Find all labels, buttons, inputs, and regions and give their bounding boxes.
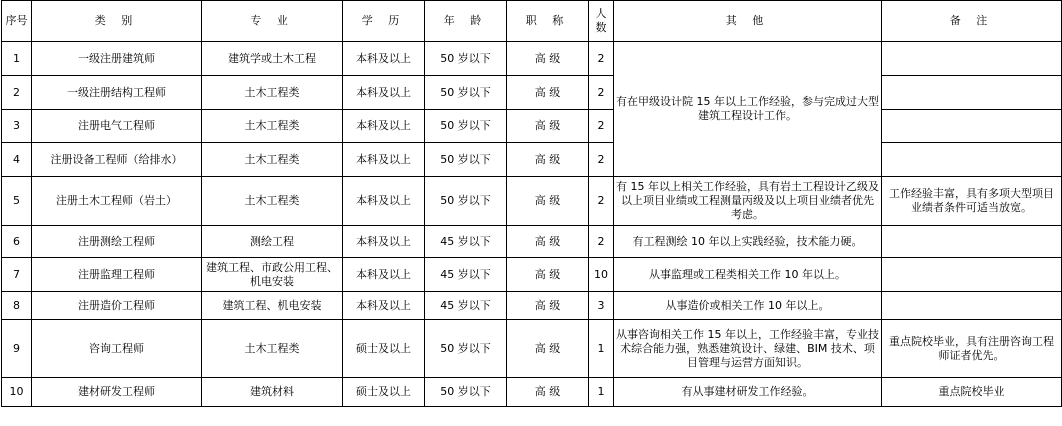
cell-major: 土木工程类 bbox=[202, 76, 343, 110]
cell-count: 10 bbox=[589, 258, 614, 292]
cell-title: 高 级 bbox=[507, 378, 589, 407]
cell-category: 一级注册结构工程师 bbox=[32, 76, 202, 110]
table-row bbox=[2, 226, 1062, 258]
table-row bbox=[2, 320, 1062, 378]
cell-title: 高 级 bbox=[507, 177, 589, 226]
cell-major: 土木工程类 bbox=[202, 177, 343, 226]
cell-count: 3 bbox=[589, 292, 614, 320]
cell-other: 从事咨询相关工作 15 年以上，工作经验丰富，专业技术综合能力强，熟悉建筑设计、绿建、BIM 技术、项目管理与运营方面知识。 bbox=[614, 320, 882, 378]
cell-seq: 3 bbox=[2, 110, 32, 143]
cell-title: 高 级 bbox=[507, 42, 589, 76]
cell-remark: 重点院校毕业，具有注册咨询工程师证者优先。 bbox=[882, 320, 1062, 378]
cell-other-merged: 有在甲级设计院 15 年以上工作经验，参与完成过大型建筑工程设计工作。 bbox=[614, 42, 882, 177]
cell-title: 高 级 bbox=[507, 292, 589, 320]
cell-age: 50 岁以下 bbox=[425, 76, 507, 110]
cell-major: 建筑学或土木工程 bbox=[202, 42, 343, 76]
header-age: 年 龄 bbox=[425, 1, 507, 42]
header-other: 其 他 bbox=[614, 1, 882, 42]
cell-education: 本科及以上 bbox=[343, 177, 425, 226]
header-remark: 备 注 bbox=[882, 1, 1062, 42]
cell-major: 土木工程类 bbox=[202, 143, 343, 177]
cell-count: 1 bbox=[589, 378, 614, 407]
header-major: 专 业 bbox=[202, 1, 343, 42]
cell-education: 本科及以上 bbox=[343, 292, 425, 320]
cell-category: 咨询工程师 bbox=[32, 320, 202, 378]
cell-category: 注册土木工程师（岩土） bbox=[32, 177, 202, 226]
cell-category: 注册测绘工程师 bbox=[32, 226, 202, 258]
cell-seq: 6 bbox=[2, 226, 32, 258]
header-count: 人数 bbox=[589, 1, 614, 42]
cell-count: 2 bbox=[589, 42, 614, 76]
header-row bbox=[2, 1, 1062, 42]
cell-education: 硕士及以上 bbox=[343, 378, 425, 407]
cell-education: 本科及以上 bbox=[343, 258, 425, 292]
cell-age: 50 岁以下 bbox=[425, 110, 507, 143]
cell-category: 建材研发工程师 bbox=[32, 378, 202, 407]
cell-remark: 重点院校毕业 bbox=[882, 378, 1062, 407]
header-education: 学 历 bbox=[343, 1, 425, 42]
cell-major: 测绘工程 bbox=[202, 226, 343, 258]
cell-other: 有 15 年以上相关工作经验，具有岩土工程设计乙级及以上项目业绩或工程测量丙级及以上项目业绩者优先考虑。 bbox=[614, 177, 882, 226]
table-row bbox=[2, 76, 1062, 110]
cell-education: 本科及以上 bbox=[343, 226, 425, 258]
cell-category: 一级注册建筑师 bbox=[32, 42, 202, 76]
cell-education: 本科及以上 bbox=[343, 143, 425, 177]
cell-category: 注册监理工程师 bbox=[32, 258, 202, 292]
cell-age: 50 岁以下 bbox=[425, 378, 507, 407]
cell-major: 建筑工程、机电安装 bbox=[202, 292, 343, 320]
cell-count: 2 bbox=[589, 177, 614, 226]
cell-title: 高 级 bbox=[507, 258, 589, 292]
cell-category: 注册造价工程师 bbox=[32, 292, 202, 320]
table-row bbox=[2, 177, 1062, 226]
cell-remark bbox=[882, 143, 1062, 177]
table-row bbox=[2, 42, 1062, 76]
cell-other: 有从事建材研发工作经验。 bbox=[614, 378, 882, 407]
cell-age: 50 岁以下 bbox=[425, 177, 507, 226]
cell-other: 从事造价或相关工作 10 年以上。 bbox=[614, 292, 882, 320]
table-row bbox=[2, 378, 1062, 407]
cell-seq: 9 bbox=[2, 320, 32, 378]
cell-seq: 1 bbox=[2, 42, 32, 76]
cell-title: 高 级 bbox=[507, 226, 589, 258]
cell-title: 高 级 bbox=[507, 110, 589, 143]
cell-seq: 5 bbox=[2, 177, 32, 226]
cell-count: 2 bbox=[589, 76, 614, 110]
cell-seq: 4 bbox=[2, 143, 32, 177]
cell-major: 建筑工程、市政公用工程、机电安装 bbox=[202, 258, 343, 292]
cell-other: 从事监理或工程类相关工作 10 年以上。 bbox=[614, 258, 882, 292]
table-row bbox=[2, 143, 1062, 177]
cell-remark bbox=[882, 258, 1062, 292]
cell-title: 高 级 bbox=[507, 143, 589, 177]
cell-remark: 工作经验丰富，具有多项大型项目业绩者条件可适当放宽。 bbox=[882, 177, 1062, 226]
cell-seq: 2 bbox=[2, 76, 32, 110]
cell-count: 2 bbox=[589, 110, 614, 143]
table-row bbox=[2, 292, 1062, 320]
cell-age: 50 岁以下 bbox=[425, 320, 507, 378]
cell-title: 高 级 bbox=[507, 76, 589, 110]
cell-seq: 10 bbox=[2, 378, 32, 407]
cell-count: 1 bbox=[589, 320, 614, 378]
cell-age: 45 岁以下 bbox=[425, 292, 507, 320]
cell-category: 注册设备工程师（给排水） bbox=[32, 143, 202, 177]
table-row bbox=[2, 110, 1062, 143]
cell-count: 2 bbox=[589, 143, 614, 177]
cell-other: 有工程测绘 10 年以上实践经验，技术能力硬。 bbox=[614, 226, 882, 258]
cell-age: 45 岁以下 bbox=[425, 258, 507, 292]
cell-seq: 7 bbox=[2, 258, 32, 292]
cell-count: 2 bbox=[589, 226, 614, 258]
cell-major: 建筑材料 bbox=[202, 378, 343, 407]
cell-remark bbox=[882, 76, 1062, 110]
cell-education: 硕士及以上 bbox=[343, 320, 425, 378]
table-row bbox=[2, 258, 1062, 292]
cell-category: 注册电气工程师 bbox=[32, 110, 202, 143]
cell-education: 本科及以上 bbox=[343, 76, 425, 110]
cell-remark bbox=[882, 42, 1062, 76]
cell-age: 50 岁以下 bbox=[425, 42, 507, 76]
recruitment-table bbox=[1, 0, 1062, 407]
header-title: 职 称 bbox=[507, 1, 589, 42]
cell-age: 50 岁以下 bbox=[425, 143, 507, 177]
cell-education: 本科及以上 bbox=[343, 110, 425, 143]
cell-education: 本科及以上 bbox=[343, 42, 425, 76]
cell-title: 高 级 bbox=[507, 320, 589, 378]
header-category: 类 别 bbox=[32, 1, 202, 42]
cell-remark bbox=[882, 226, 1062, 258]
cell-major: 土木工程类 bbox=[202, 110, 343, 143]
cell-remark bbox=[882, 292, 1062, 320]
cell-major: 土木工程类 bbox=[202, 320, 343, 378]
header-seq: 序号 bbox=[2, 1, 32, 42]
cell-remark bbox=[882, 110, 1062, 143]
cell-seq: 8 bbox=[2, 292, 32, 320]
cell-age: 45 岁以下 bbox=[425, 226, 507, 258]
